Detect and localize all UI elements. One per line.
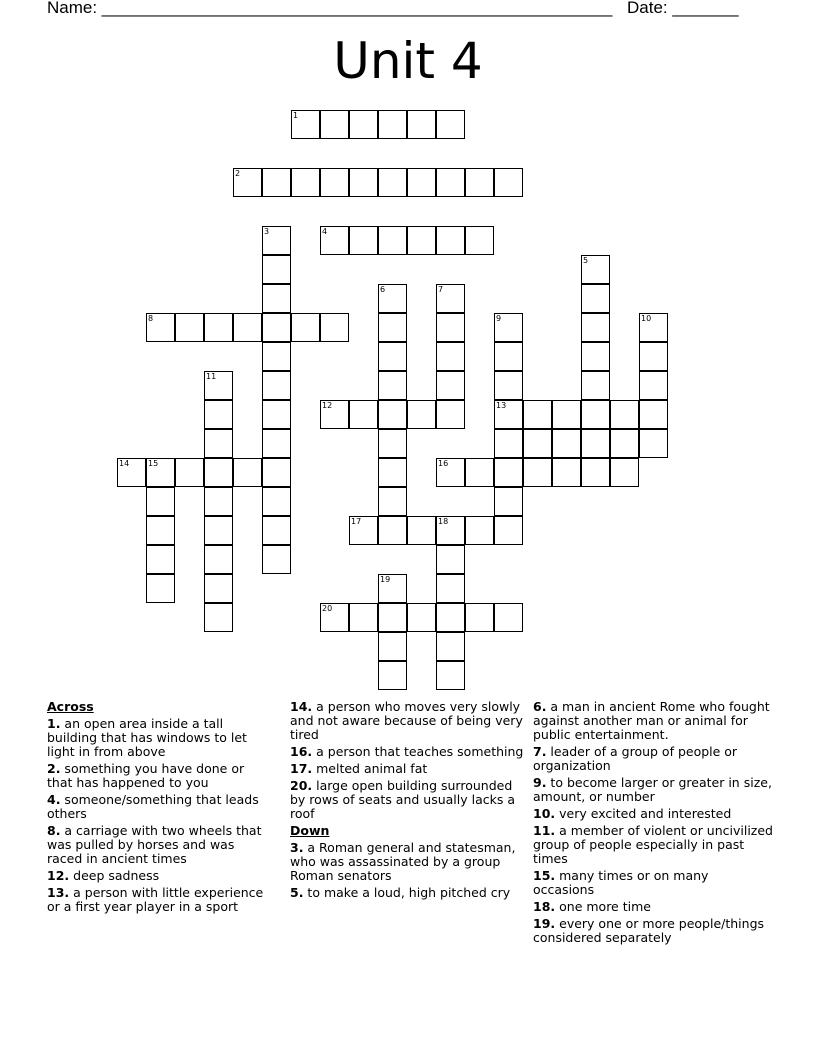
clue-text: a Roman general and statesman, who was assassinated by a group Roman senators bbox=[290, 840, 516, 883]
clue-item bbox=[47, 824, 272, 866]
crossword-cell[interactable] bbox=[320, 226, 349, 255]
crossword-cell[interactable] bbox=[378, 284, 407, 313]
clue-text: a member of violent or uncivilized group of people especially in past times bbox=[533, 823, 773, 866]
crossword-cell[interactable] bbox=[378, 661, 407, 690]
crossword-cell[interactable] bbox=[378, 400, 407, 429]
crossword-cell[interactable] bbox=[146, 574, 175, 603]
crossword-cell[interactable] bbox=[262, 342, 291, 371]
clue-text: large open building surrounded by rows of seats and usually lacks a roof bbox=[290, 778, 516, 821]
clue-number-label: 20. bbox=[290, 778, 313, 793]
crossword-cell[interactable] bbox=[175, 458, 204, 487]
crossword-cell[interactable] bbox=[378, 516, 407, 545]
clue-text: a person who moves very slowly and not aware because of being very tired bbox=[290, 699, 523, 742]
crossword-cell[interactable] bbox=[378, 342, 407, 371]
crossword-cell[interactable] bbox=[552, 429, 581, 458]
clue-number: 14 bbox=[119, 459, 130, 468]
crossword-cell[interactable] bbox=[494, 371, 523, 400]
clue-item bbox=[290, 841, 525, 883]
crossword-cell[interactable] bbox=[581, 284, 610, 313]
crossword-cell[interactable] bbox=[465, 226, 494, 255]
crossword-cell[interactable] bbox=[436, 226, 465, 255]
clue-number-label: 18. bbox=[533, 899, 556, 914]
clue-item bbox=[47, 762, 272, 790]
crossword-cell[interactable] bbox=[465, 168, 494, 197]
clue-text: many times or on many occasions bbox=[533, 868, 709, 897]
crossword-cell[interactable] bbox=[581, 371, 610, 400]
crossword-cell[interactable] bbox=[465, 458, 494, 487]
crossword-cell[interactable] bbox=[378, 574, 407, 603]
clue-item bbox=[533, 776, 773, 804]
crossword-cell[interactable] bbox=[204, 313, 233, 342]
crossword-cell[interactable] bbox=[320, 400, 349, 429]
crossword-cell[interactable] bbox=[436, 284, 465, 313]
clue-item bbox=[533, 900, 773, 914]
clue-number: 12 bbox=[322, 401, 333, 410]
crossword-cell[interactable] bbox=[378, 487, 407, 516]
crossword-cell[interactable] bbox=[436, 110, 465, 139]
crossword-cell[interactable] bbox=[494, 429, 523, 458]
crossword-cell[interactable] bbox=[639, 429, 668, 458]
page-title: Unit 4 bbox=[333, 32, 483, 90]
crossword-cell[interactable] bbox=[378, 371, 407, 400]
crossword-cell[interactable] bbox=[233, 168, 262, 197]
crossword-cell[interactable] bbox=[262, 168, 291, 197]
crossword-cell[interactable] bbox=[494, 458, 523, 487]
clue-number-label: 13. bbox=[47, 885, 70, 900]
crossword-cell[interactable] bbox=[204, 487, 233, 516]
crossword-cell[interactable] bbox=[407, 168, 436, 197]
crossword-cell[interactable] bbox=[436, 313, 465, 342]
crossword-cell[interactable] bbox=[378, 458, 407, 487]
clue-number: 7 bbox=[438, 285, 444, 294]
name-field-label: Name: ______________________________________________________ bbox=[47, 0, 613, 17]
clue-item bbox=[290, 762, 525, 776]
crossword-cell[interactable] bbox=[639, 313, 668, 342]
crossword-cell[interactable] bbox=[436, 632, 465, 661]
clue-item bbox=[47, 793, 272, 821]
clue-item bbox=[47, 717, 272, 759]
clue-text: someone/something that leads others bbox=[47, 792, 259, 821]
clue-item bbox=[533, 824, 773, 866]
clue-item bbox=[533, 869, 773, 897]
clue-text: a person that teaches something bbox=[312, 744, 524, 759]
crossword-cell[interactable] bbox=[320, 110, 349, 139]
crossword-cell[interactable] bbox=[436, 168, 465, 197]
crossword-cell[interactable] bbox=[407, 603, 436, 632]
crossword-cell[interactable] bbox=[204, 400, 233, 429]
crossword-cell[interactable] bbox=[204, 545, 233, 574]
crossword-cell[interactable] bbox=[378, 226, 407, 255]
crossword-cell[interactable] bbox=[175, 313, 204, 342]
crossword-cell[interactable] bbox=[639, 400, 668, 429]
clue-number-label: 6. bbox=[533, 699, 547, 714]
crossword-cell[interactable] bbox=[581, 342, 610, 371]
crossword-cell[interactable] bbox=[262, 545, 291, 574]
crossword-cell[interactable] bbox=[378, 429, 407, 458]
clue-number-label: 10. bbox=[533, 806, 556, 821]
clue-column-2 bbox=[290, 700, 525, 903]
crossword-cell[interactable] bbox=[465, 603, 494, 632]
crossword-cell[interactable] bbox=[494, 400, 523, 429]
crossword-cell[interactable] bbox=[146, 516, 175, 545]
clue-text: to make a loud, high pitched cry bbox=[303, 885, 511, 900]
crossword-cell[interactable] bbox=[262, 400, 291, 429]
crossword-cell[interactable] bbox=[262, 313, 291, 342]
clue-number-label: 2. bbox=[47, 761, 61, 776]
clue-item bbox=[533, 745, 773, 773]
crossword-cell[interactable] bbox=[436, 371, 465, 400]
crossword-cell[interactable] bbox=[291, 313, 320, 342]
clue-text: one more time bbox=[555, 899, 651, 914]
clue-number-label: 5. bbox=[290, 885, 304, 900]
clue-number: 6 bbox=[380, 285, 386, 294]
clue-number: 13 bbox=[496, 401, 507, 410]
crossword-cell[interactable] bbox=[581, 313, 610, 342]
crossword-cell[interactable] bbox=[262, 226, 291, 255]
clue-text: a person with little experience or a first year player in a sport bbox=[47, 885, 264, 914]
crossword-cell[interactable] bbox=[436, 661, 465, 690]
crossword-cell[interactable] bbox=[581, 458, 610, 487]
clue-number-label: 7. bbox=[533, 744, 547, 759]
crossword-cell[interactable] bbox=[146, 487, 175, 516]
clue-number-label: 19. bbox=[533, 916, 556, 931]
clue-number: 20 bbox=[322, 604, 333, 613]
crossword-cell[interactable] bbox=[523, 458, 552, 487]
crossword-cell[interactable] bbox=[320, 603, 349, 632]
crossword-cell[interactable] bbox=[204, 429, 233, 458]
clue-item bbox=[290, 700, 525, 742]
clue-number: 9 bbox=[496, 314, 502, 323]
crossword-cell[interactable] bbox=[610, 429, 639, 458]
crossword-cell[interactable] bbox=[262, 371, 291, 400]
crossword-cell[interactable] bbox=[494, 603, 523, 632]
crossword-cell[interactable] bbox=[204, 516, 233, 545]
clue-item bbox=[290, 779, 525, 821]
clue-number: 16 bbox=[438, 459, 449, 468]
crossword-cell[interactable] bbox=[291, 168, 320, 197]
clue-item bbox=[47, 869, 272, 883]
clue-number-label: 8. bbox=[47, 823, 61, 838]
clue-text: a carriage with two wheels that was pulled by horses and was raced in ancient times bbox=[47, 823, 262, 866]
clue-text: every one or more people/things considered separately bbox=[533, 916, 765, 945]
crossword-cell[interactable] bbox=[204, 458, 233, 487]
crossword-cell[interactable] bbox=[378, 313, 407, 342]
crossword-cell[interactable] bbox=[581, 400, 610, 429]
clue-number: 11 bbox=[206, 372, 217, 381]
crossword-cell[interactable] bbox=[407, 516, 436, 545]
clue-number-label: 4. bbox=[47, 792, 61, 807]
crossword-cell[interactable] bbox=[262, 429, 291, 458]
clue-number-label: 17. bbox=[290, 761, 313, 776]
crossword-cell[interactable] bbox=[436, 400, 465, 429]
clue-column-3 bbox=[533, 700, 773, 948]
clue-number-label: 3. bbox=[290, 840, 304, 855]
crossword-cell[interactable] bbox=[494, 168, 523, 197]
clue-number-label: 1. bbox=[47, 716, 61, 731]
clue-column-1 bbox=[47, 700, 272, 917]
clue-number-label: 14. bbox=[290, 699, 313, 714]
crossword-cell[interactable] bbox=[639, 342, 668, 371]
crossword-cell[interactable] bbox=[146, 545, 175, 574]
crossword-cell[interactable] bbox=[523, 400, 552, 429]
crossword-cell[interactable] bbox=[204, 574, 233, 603]
crossword-cell[interactable] bbox=[146, 313, 175, 342]
date-field-label: Date: _______ bbox=[627, 0, 739, 17]
clue-item bbox=[290, 745, 525, 759]
clue-item bbox=[290, 886, 525, 900]
crossword-cell[interactable] bbox=[349, 516, 378, 545]
clue-item bbox=[533, 700, 773, 742]
crossword-cell[interactable] bbox=[233, 313, 262, 342]
clue-number: 5 bbox=[583, 256, 589, 265]
clue-number-label: 11. bbox=[533, 823, 556, 838]
crossword-cell[interactable] bbox=[436, 545, 465, 574]
clue-text: very excited and interested bbox=[555, 806, 732, 821]
clue-text: leader of a group of people or organization bbox=[533, 744, 738, 773]
crossword-cell[interactable] bbox=[552, 400, 581, 429]
crossword-cell[interactable] bbox=[465, 516, 494, 545]
clue-number: 18 bbox=[438, 517, 449, 526]
crossword-cell[interactable] bbox=[378, 632, 407, 661]
crossword-cell[interactable] bbox=[581, 255, 610, 284]
crossword-cell[interactable] bbox=[262, 516, 291, 545]
crossword-cell[interactable] bbox=[436, 516, 465, 545]
crossword-cell[interactable] bbox=[610, 458, 639, 487]
crossword-cell[interactable] bbox=[349, 226, 378, 255]
crossword-cell[interactable] bbox=[349, 400, 378, 429]
clue-text: a man in ancient Rome who fought against another man or animal for public entertainment. bbox=[533, 699, 770, 742]
crossword-cell[interactable] bbox=[639, 371, 668, 400]
clue-number: 3 bbox=[264, 227, 270, 236]
clue-number: 1 bbox=[293, 111, 299, 120]
crossword-cell[interactable] bbox=[581, 429, 610, 458]
clue-text: an open area inside a tall building that has windows to let light in from above bbox=[47, 716, 247, 759]
crossword-cell[interactable] bbox=[436, 458, 465, 487]
crossword-cell[interactable] bbox=[349, 603, 378, 632]
crossword-cell[interactable] bbox=[262, 458, 291, 487]
clue-text: melted animal fat bbox=[312, 761, 428, 776]
clue-number-label: 15. bbox=[533, 868, 556, 883]
clue-number: 4 bbox=[322, 227, 328, 236]
crossword-cell[interactable] bbox=[204, 603, 233, 632]
down-heading: Down bbox=[290, 823, 330, 838]
crossword-cell[interactable] bbox=[494, 516, 523, 545]
crossword-cell[interactable] bbox=[407, 400, 436, 429]
crossword-cell[interactable] bbox=[320, 313, 349, 342]
clue-item bbox=[533, 807, 773, 821]
crossword-cell[interactable] bbox=[494, 342, 523, 371]
clue-number: 8 bbox=[148, 314, 154, 323]
clue-number: 15 bbox=[148, 459, 159, 468]
crossword-cell[interactable] bbox=[233, 458, 262, 487]
crossword-cell[interactable] bbox=[320, 168, 349, 197]
crossword-cell[interactable] bbox=[262, 255, 291, 284]
crossword-cell[interactable] bbox=[146, 458, 175, 487]
clue-text: to become larger or greater in size, amount, or number bbox=[533, 775, 772, 804]
crossword-cell[interactable] bbox=[349, 168, 378, 197]
across-heading: Across bbox=[47, 699, 94, 714]
crossword-cell[interactable] bbox=[436, 603, 465, 632]
clue-number: 10 bbox=[641, 314, 652, 323]
crossword-cell[interactable] bbox=[117, 458, 146, 487]
clue-number: 2 bbox=[235, 169, 241, 178]
clue-number: 19 bbox=[380, 575, 391, 584]
crossword-cell[interactable] bbox=[407, 226, 436, 255]
clue-number-label: 9. bbox=[533, 775, 547, 790]
crossword-cell[interactable] bbox=[552, 458, 581, 487]
crossword-cell[interactable] bbox=[378, 168, 407, 197]
crossword-cell[interactable] bbox=[523, 429, 552, 458]
crossword-cell[interactable] bbox=[436, 574, 465, 603]
crossword-cell[interactable] bbox=[262, 284, 291, 313]
crossword-cell[interactable] bbox=[494, 487, 523, 516]
crossword-cell[interactable] bbox=[378, 110, 407, 139]
crossword-cell[interactable] bbox=[407, 110, 436, 139]
crossword-cell[interactable] bbox=[494, 313, 523, 342]
crossword-cell[interactable] bbox=[349, 110, 378, 139]
clue-text: something you have done or that has happened to you bbox=[47, 761, 245, 790]
clue-number-label: 16. bbox=[290, 744, 313, 759]
clue-item bbox=[533, 917, 773, 945]
crossword-cell[interactable] bbox=[436, 342, 465, 371]
clue-number-label: 12. bbox=[47, 868, 70, 883]
clue-item bbox=[47, 886, 272, 914]
crossword-cell[interactable] bbox=[610, 400, 639, 429]
crossword-cell[interactable] bbox=[262, 487, 291, 516]
crossword-cell[interactable] bbox=[291, 110, 320, 139]
crossword-cell[interactable] bbox=[378, 603, 407, 632]
crossword-cell[interactable] bbox=[204, 371, 233, 400]
clue-number: 17 bbox=[351, 517, 362, 526]
clue-text: deep sadness bbox=[69, 868, 160, 883]
